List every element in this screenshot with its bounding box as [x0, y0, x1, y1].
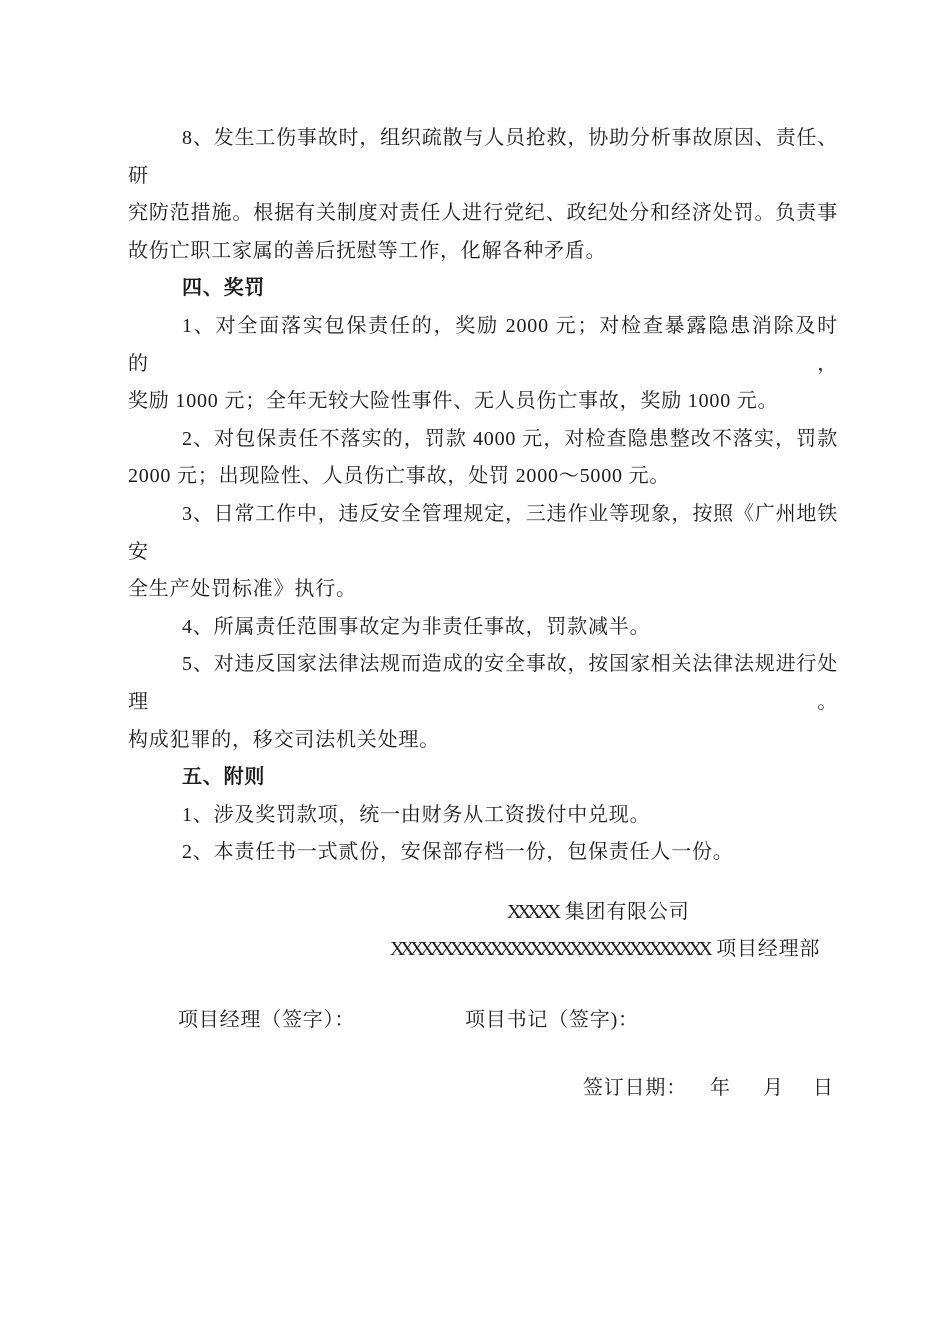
section-heading: 四、奖罚 [182, 277, 266, 300]
paragraph-line: 奖励 1000 元；全年无较大险性事件、无人员伤亡事故，奖励 1000 元。 [128, 390, 779, 413]
department-line [128, 931, 838, 969]
company-name [507, 894, 690, 932]
manager-signature-label: 项目经理（签字）： [178, 1009, 356, 1032]
paragraph-line: 究防范措施。根据有关制度对责任人进行党纪、政纪处分和经济处罚。负责事 [128, 202, 838, 225]
paragraph-line: 4、所属责任范围事故定为非责任事故，罚款减半。 [182, 615, 651, 638]
company-serial-placeholder: XXXXX [507, 900, 557, 923]
document-paragraphs [128, 120, 838, 872]
department-name-text: 项目经理部 [716, 938, 821, 961]
department-name [390, 931, 820, 969]
company-line [128, 894, 838, 932]
paragraph-line: 全生产处罚标准》执行。 [128, 578, 357, 601]
month-label: 月 [763, 1076, 784, 1099]
paragraph-line: 2000 元；出现险性、人员伤亡事故，处罚 2000～5000 元。 [128, 465, 671, 488]
date-row [128, 1070, 838, 1108]
day-label: 日 [813, 1076, 834, 1099]
sign-date-label: 签订日期： [583, 1076, 687, 1099]
department-serial-placeholder: XXXXXXXXXXXXXXXXXXXXXXXXXXXXXXXX [390, 938, 709, 961]
paragraph-line: 2、本责任书一式贰份，安保部存档一份，包保责任人一份。 [182, 841, 734, 864]
paragraph-line: 3、日常工作中，违反安全管理规定，三违作业等现象，按照《广州地铁安 [128, 502, 838, 563]
paragraph-line: 2、对包保责任不落实的，罚款 4000 元，对检查隐患整改不落实，罚款 [182, 427, 838, 450]
paragraph-line: 1、对全面落实包保责任的，奖励 2000 元；对检查暴露隐患消除及时的， [128, 314, 838, 375]
company-name-text: 集团有限公司 [564, 900, 690, 923]
paragraph-line: 8、发生工伤事故时，组织疏散与人员抢救，协助分析事故原因、责任、研 [128, 127, 838, 187]
closing-block [128, 894, 838, 969]
document-content [128, 120, 838, 1107]
paragraph-line: 故伤亡职工家属的善后抚慰等工作，化解各种矛盾。 [128, 239, 607, 262]
section-heading: 五、附则 [182, 766, 266, 789]
secretary-signature-label: 项目书记（签字)： [465, 1009, 639, 1032]
signature-row [128, 1002, 838, 1040]
paragraph-line: 1、涉及奖罚款项，统一由财务从工资拨付中兑现。 [182, 803, 651, 826]
paragraph-line: 构成犯罪的，移交司法机关处理。 [128, 728, 440, 751]
year-label: 年 [710, 1076, 731, 1099]
paragraph-line: 5、对违反国家法律法规而造成的安全事故，按国家相关法律法规进行处理。 [128, 653, 838, 713]
